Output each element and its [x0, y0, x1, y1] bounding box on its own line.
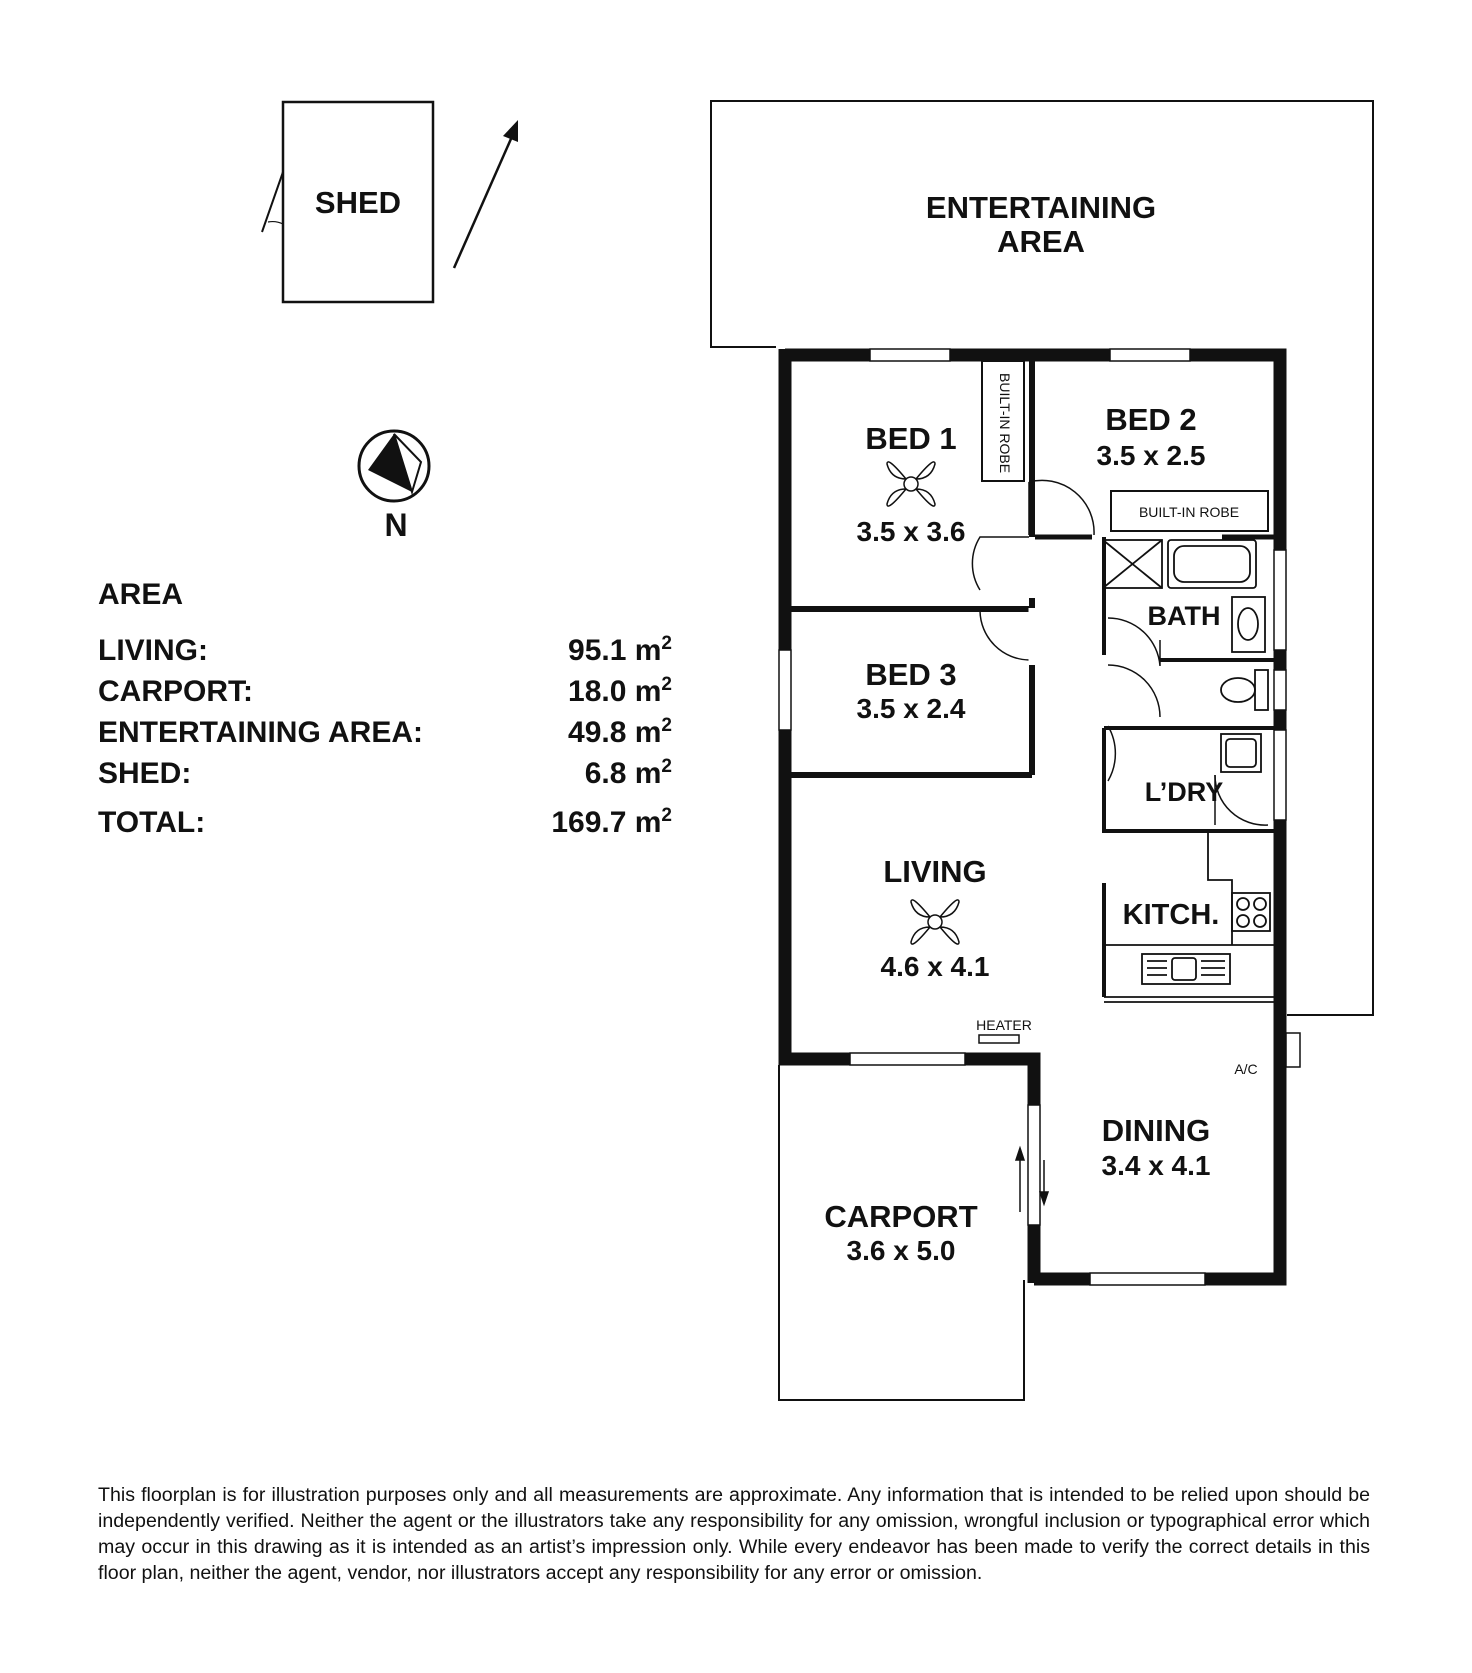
area-row-living	[98, 630, 672, 671]
living-dimensions: 4.6 x 4.1	[880, 951, 990, 982]
area-total-label: TOTAL:	[98, 805, 206, 839]
ac-label: A/C	[1234, 1061, 1258, 1077]
bed3-label: BED 3	[865, 657, 957, 692]
bathroom-fixtures	[1103, 540, 1268, 772]
north-compass-icon	[359, 431, 429, 543]
area-value: 49.8 $m^2$	[568, 714, 672, 749]
bed2-dimensions: 3.5 x 2.5	[1096, 440, 1206, 471]
disclaimer-text: This floorplan is for illustration purposes only and all measurements are approximate. Any information that is intended to be relied upon should be independently verified. Neither the agent or the illustrators take any responsibility for any omission, wrongful inclusion or typographical error which may occur in this drawing as it is intended as an artist’s impression only. While every endeavor has been made to verify the correct details in this floor plan, neither the agent, vendor, nor illustrators accept any responsibility for any error or omission.	[98, 1484, 1370, 1584]
area-summary	[98, 578, 672, 843]
kitchen-label: KITCH.	[1122, 899, 1220, 931]
area-label: LIVING:	[98, 633, 208, 667]
bed1-label: BED 1	[865, 421, 957, 456]
bed3-dimensions: 3.5 x 2.4	[856, 693, 966, 724]
laundry-label: L’DRY	[1144, 777, 1224, 807]
area-row-entertaining	[98, 712, 672, 753]
dining-dimensions: 3.4 x 4.1	[1101, 1150, 1211, 1181]
ceiling-fan-icon	[887, 462, 935, 506]
dining-label: DINING	[1101, 1113, 1211, 1148]
direction-arrow-icon	[454, 120, 518, 268]
carport-dimensions: 3.6 x 5.0	[846, 1235, 956, 1266]
robe-horizontal-label: BUILT-IN ROBE	[1138, 504, 1240, 520]
area-title: AREA	[98, 578, 184, 611]
area-value: 6.8 $m^2$	[584, 755, 672, 790]
living-label: LIVING	[883, 854, 987, 889]
area-label: ENTERTAINING AREA:	[98, 715, 423, 749]
air-conditioner-icon	[1234, 1033, 1300, 1077]
area-row-shed	[98, 753, 672, 794]
area-label: CARPORT:	[98, 674, 253, 708]
shed-label: SHED	[314, 185, 402, 220]
bed2-label: BED 2	[1105, 402, 1197, 437]
area-row-total	[98, 802, 672, 843]
vanity-icon	[1232, 597, 1265, 652]
robe-vertical-label: BUILT-IN ROBE	[997, 373, 1013, 474]
area-row-carport	[98, 671, 672, 712]
area-label: SHED:	[98, 756, 192, 790]
heater-label: HEATER	[976, 1017, 1032, 1033]
carport-label: CARPORT	[824, 1199, 978, 1234]
area-value: 18.0 $m^2$	[568, 673, 672, 708]
shed	[262, 102, 433, 302]
toilet-icon	[1255, 670, 1268, 710]
area-value: 95.1 $m^2$	[568, 632, 672, 667]
bed1-dimensions: 3.5 x 3.6	[856, 516, 966, 547]
entertaining-area-label-2: AREA	[997, 224, 1085, 259]
carport	[779, 1065, 1024, 1400]
north-label: N	[384, 507, 408, 543]
heater-icon	[976, 1017, 1032, 1043]
entertaining-area-label-1: ENTERTAINING	[925, 190, 1157, 225]
ceiling-fan-icon	[911, 900, 959, 944]
bath-label: BATH	[1147, 601, 1221, 631]
area-total-value: 169.7 $m^2$	[551, 804, 672, 839]
